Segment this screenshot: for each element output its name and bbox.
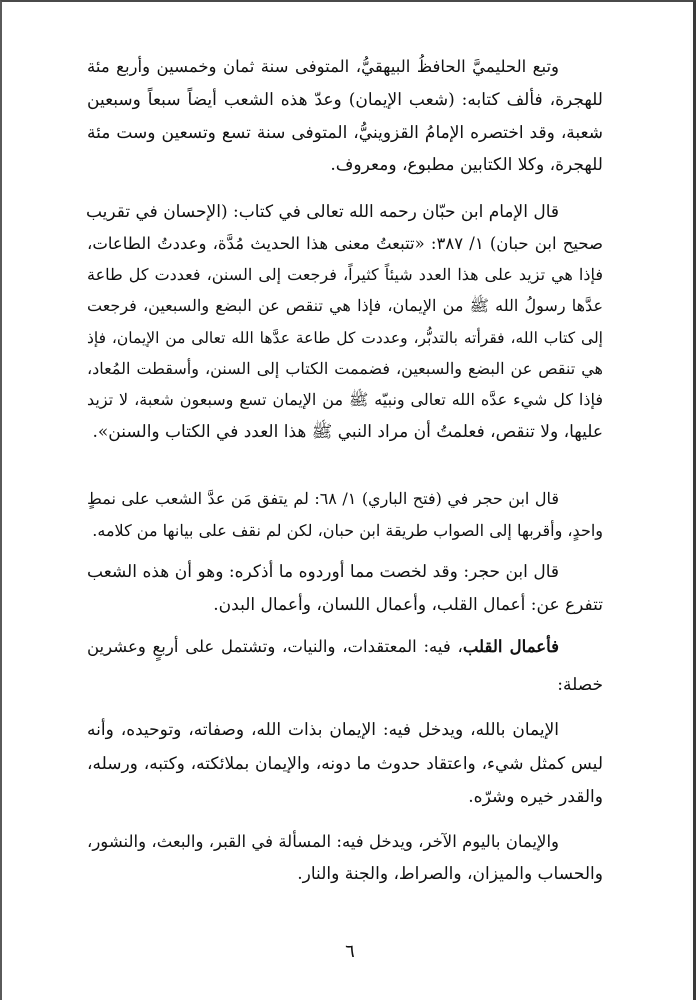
text-line: فإذا كل شيء عدَّه الله تعالى ونبيّه ﷺ من الإيمان تسع وسبعون شعبة، لا تزيد: [87, 390, 604, 409]
text-line: قال ابن حجر: وقد لخصت مما أوردوه ما أذكره: وهو أن هذه الشعب: [87, 562, 559, 582]
page-number: ٦: [345, 941, 355, 962]
text-line: عليها، ولا تنقص، فعلمتُ أن مراد النبي ﷺ هذا العدد في الكتاب والسنن».: [92, 422, 603, 442]
text-line: الإيمان بالله، ويدخل فيه: الإيمان بذات الله، وصفاته، وتوحيده، وأنه: [87, 720, 559, 740]
text-line: واحدٍ، وأقربها إلى الصواب طريقة ابن حبان، لكن لم نقف على بيانها من كلامه.: [92, 521, 603, 540]
text-line: هي تنقص عن البضع والسبعين، فضممت الكتاب إلى السنن، وأسقطت المُعاد،: [87, 359, 603, 378]
text-line: وتبع الحليميَّ الحافظُ البيهقيُّ، المتوفى سنة ثمان وخمسين وأربع مئة: [87, 57, 559, 76]
text-line: عدَّها رسولُ الله ﷺ من الإيمان، فإذا هي تنقص عن البضع والسبعين، فرجعت: [87, 296, 603, 315]
text-line: ليس كمثل شيء، واعتقاد حدوث ما دونه، والإيمان بملائكته، وكتبه، ورسله،: [87, 754, 603, 774]
paragraph-7: [87, 826, 603, 892]
text-line: فإذا هي تزيد على هذا العدد شيئاً كثيراً، فرجعت إلى السنن، فعددت كل طاعة: [87, 265, 603, 284]
text-line: للهجرة، فألف كتابه: (شعب الإيمان) وعدّ هذه الشعب أيضاً سبعاً وسبعين: [87, 90, 603, 110]
text-line: خصلة:: [557, 675, 603, 695]
paragraph-5: [87, 631, 603, 703]
text-line: والإيمان باليوم الآخر، ويدخل فيه: المسألة في القبر، والبعث، والنشور،: [87, 832, 559, 851]
text-line: للهجرة، وكلا الكتابين مطبوع، ومعروف.: [330, 155, 603, 175]
text-line: شعبة، وقد اختصره الإمامُ القزوينيُّ، المتوفى سنة تسع وتسعين وست مئة: [87, 123, 603, 143]
text-line: والقدر خيره وشرّه.: [468, 787, 603, 807]
paragraph-2: [87, 196, 603, 476]
text-line: تتفرع عن: أعمال القلب، وأعمال اللسان، وأعمال البدن.: [213, 595, 603, 615]
text-line: قال الإمام ابن حبّان رحمه الله تعالى في كتاب: (الإحسان في تقريب: [85, 202, 559, 222]
paragraph-1: [87, 51, 603, 183]
paragraph-3: [87, 483, 603, 549]
paragraph-4: [87, 556, 603, 622]
text-line: قال ابن حجر في (فتح الباري) ١/ ٦٨: لم يتفق مَن عدَّ الشعب على نمطٍ: [87, 489, 559, 508]
text-line: [87, 631, 559, 663]
paragraph-6: [87, 714, 603, 814]
text-line: صحيح ابن حبان) ١/ ٣٨٧: «تتبعتُ معنى هذا الحديث مُدَّة، وعددتُ الطاعات،: [87, 234, 603, 253]
text-span: ، فيه: المعتقدات، والنيات، وتشتمل على أربعٍ وعشرين: [87, 637, 463, 656]
text-line: إلى كتاب الله، فقرأته بالتدبُّر، وعددت كل طاعة عدَّها الله تعالى من الإيمان، فإذ: [87, 329, 603, 347]
bold-heading: فأعمال القلب: [462, 637, 559, 656]
text-line: والحساب والميزان، والصراط، والجنة والنار.: [297, 864, 603, 884]
